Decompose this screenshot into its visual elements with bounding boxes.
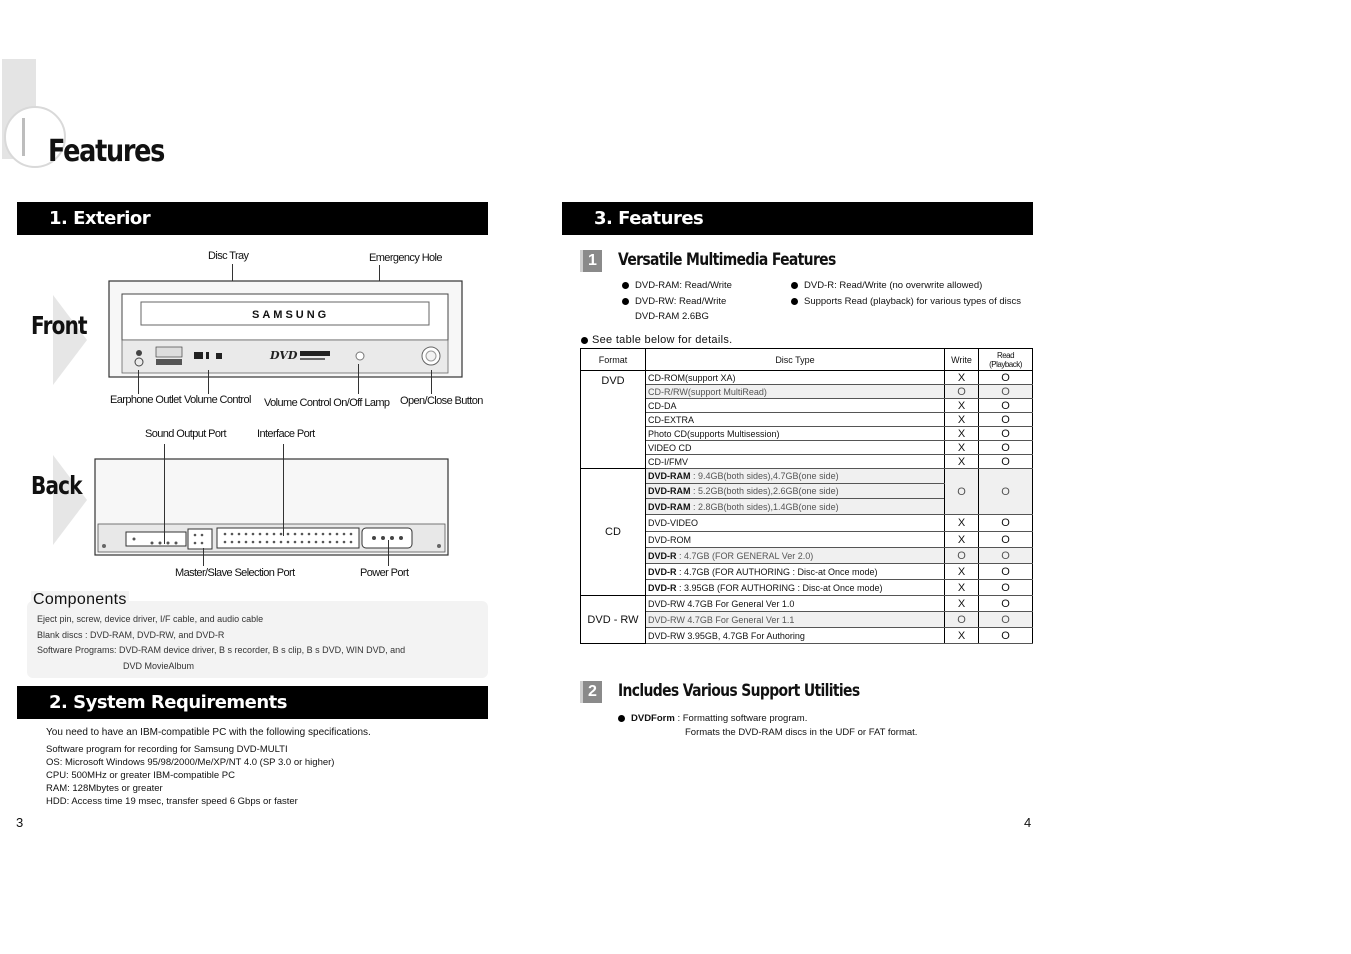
- see-table-note: [581, 334, 732, 346]
- sound-output-label: Sound Output Port: [145, 428, 226, 440]
- disc-type: Photo CD(supports Multisession): [646, 427, 945, 441]
- bullet-dot: [618, 715, 625, 722]
- read-value: O: [979, 612, 1033, 628]
- disc-type: CD-R/RW(support MultiRead): [646, 385, 945, 399]
- read-value: O: [979, 532, 1033, 548]
- utility-item: [618, 713, 807, 724]
- disc-type: VIDEO CD: [646, 441, 945, 455]
- header-write: Write: [945, 349, 979, 371]
- bullet-dot: [791, 282, 798, 289]
- disc-type: DVD-RW 4.7GB For General Ver 1.0: [646, 596, 945, 612]
- table-row: [581, 455, 1033, 469]
- table-row: [581, 580, 1033, 596]
- feature-bullet: [791, 296, 1021, 307]
- components-line: Eject pin, screw, device driver, I/F cable, and audio cable: [37, 614, 264, 624]
- page-number-right: 4: [1024, 815, 1032, 830]
- disc-type-rest: : 5.2GB(both sides),2.6GB(one side): [690, 486, 839, 496]
- feature-bullet: [791, 280, 982, 291]
- master-slave-label: Master/Slave Selection Port: [175, 567, 295, 579]
- interface-port-label: Interface Port: [257, 428, 315, 440]
- read-value: O: [979, 628, 1033, 644]
- disc-type: [646, 548, 945, 564]
- disc-type-rest: : 9.4GB(both sides),4.7GB(one side): [690, 471, 839, 481]
- write-value: X: [945, 441, 979, 455]
- samsung-brand-text: SAMSUNG: [252, 309, 330, 321]
- header-c-emblem-inner: [22, 118, 48, 156]
- write-value: O: [945, 385, 979, 399]
- system-spec-line: OS: Microsoft Windows 95/98/2000/Me/XP/NT 4.0 (SP 3.0 or higher): [46, 757, 335, 768]
- disc-type-bold: DVD-R: [648, 582, 677, 593]
- disc-type-bold: DVD-R: [648, 566, 677, 577]
- disc-type: [646, 499, 945, 515]
- power-leader: [388, 540, 389, 566]
- disc-type-bold: DVD-RAM: [648, 471, 691, 481]
- system-spec-line: Software program for recording for Samsung DVD-MULTI: [46, 744, 288, 755]
- table-row: [581, 612, 1033, 628]
- page-title: Features: [48, 134, 165, 169]
- write-value: X: [945, 596, 979, 612]
- table-row: [581, 441, 1033, 455]
- table-row: [581, 564, 1033, 580]
- format-cd: CD: [581, 469, 646, 596]
- format-table: [580, 348, 1033, 644]
- components-line: Software Programs: DVD-RAM device driver, B s recorder, B s clip, B s DVD, WIN DVD, and: [37, 645, 406, 655]
- disc-type: [646, 580, 945, 596]
- earphone-outlet-label: Earphone Outlet: [110, 394, 182, 406]
- table-row: [581, 628, 1033, 644]
- feature-bullet-text: DVD-R: Read/Write (no overwrite allowed): [804, 280, 983, 291]
- write-value: O: [945, 469, 979, 515]
- system-spec-line: RAM: 128Mbytes or greater: [46, 783, 163, 794]
- disc-type: DVD-VIDEO: [646, 515, 945, 532]
- disc-type: CD-I/FMV: [646, 455, 945, 469]
- system-intro: You need to have an IBM-compatible PC with the following specifications.: [46, 727, 371, 738]
- read-value: O: [979, 596, 1033, 612]
- see-table-text: See table below for details.: [592, 334, 733, 346]
- components-title: Components: [33, 591, 127, 608]
- read-value: O: [979, 580, 1033, 596]
- system-spec-line: HDD: Access time 19 msec, transfer speed 6 Gbps or faster: [46, 796, 298, 807]
- section-bar-features: 3. Features: [562, 202, 1033, 235]
- write-value: X: [945, 427, 979, 441]
- bullet-dot: [791, 298, 798, 305]
- page-number-left: 3: [16, 815, 24, 830]
- read-value: O: [979, 399, 1033, 413]
- header-format: Format: [581, 349, 646, 371]
- read-value: O: [979, 548, 1033, 564]
- table-row: [581, 399, 1033, 413]
- table-row: [581, 385, 1033, 399]
- read-value: O: [979, 371, 1033, 385]
- write-value: X: [945, 515, 979, 532]
- read-value: O: [979, 385, 1033, 399]
- front-arrow-shape: [53, 295, 87, 385]
- disc-type-rest: : 2.8GB(both sides),1.4GB(one side): [690, 501, 839, 512]
- section-bar-system-requirements: 2. System Requirements: [17, 686, 488, 719]
- read-value: O: [979, 469, 1033, 515]
- lamp-leader: [358, 364, 359, 394]
- bullet-dot: [581, 337, 588, 344]
- disc-type: [646, 564, 945, 580]
- table-row: [581, 371, 1033, 385]
- disc-type: [646, 469, 945, 484]
- feature-bullet-text: Supports Read (playback) for various types of discs: [804, 296, 1022, 307]
- utility-desc-line2: Formats the DVD-RAM discs in the UDF or FAT format.: [685, 727, 918, 738]
- disc-type: DVD-RW 3.95GB, 4.7GB For Authoring: [646, 628, 945, 644]
- table-row: [581, 515, 1033, 532]
- disc-type: DVD-RW 4.7GB For General Ver 1.1: [646, 612, 945, 628]
- open-close-leader: [431, 370, 432, 394]
- disc-type: CD-EXTRA: [646, 413, 945, 427]
- back-label: Back: [31, 471, 82, 500]
- components-line: DVD MovieAlbum: [123, 661, 195, 671]
- components-line: Blank discs : DVD-RAM, DVD-RW, and DVD-R: [37, 630, 225, 640]
- read-value: O: [979, 515, 1033, 532]
- utility-desc: : Formatting software program.: [674, 713, 808, 724]
- subsection-title-multimedia: Versatile Multimedia Features: [618, 250, 836, 270]
- disc-type-bold: DVD-R: [648, 550, 677, 561]
- subsection-title-utilities: Includes Various Support Utilities: [618, 681, 860, 701]
- power-port-label: Power Port: [360, 567, 409, 579]
- write-value: X: [945, 455, 979, 469]
- write-value: X: [945, 532, 979, 548]
- write-value: X: [945, 399, 979, 413]
- table-row: [581, 469, 1033, 484]
- back-arrow-shape: [53, 455, 87, 545]
- disc-tray-label: Disc Tray: [208, 250, 249, 262]
- volume-lamp-label: Volume Control On/Off Lamp: [264, 397, 390, 409]
- disc-type: DVD-ROM: [646, 532, 945, 548]
- subsection-number-1: 1: [580, 250, 602, 272]
- utility-name: DVDForm: [631, 713, 675, 724]
- write-value: O: [945, 548, 979, 564]
- write-value: X: [945, 580, 979, 596]
- bullet-dot: [622, 282, 629, 289]
- table-row: [581, 427, 1033, 441]
- svg-text:DVD: DVD: [270, 349, 298, 362]
- sound-output-leader: [164, 444, 165, 544]
- read-value: O: [979, 455, 1033, 469]
- volume-control-label: Volume Control: [184, 394, 251, 406]
- back-panel-drawing: [94, 458, 449, 556]
- format-dvd: DVD: [581, 371, 646, 469]
- disc-type-rest: : 4.7GB (FOR GENERAL Ver 2.0): [676, 550, 814, 561]
- section-bar-exterior: 1. Exterior: [17, 202, 488, 235]
- header-read: [979, 349, 1033, 371]
- disc-type-bold: DVD-RAM: [648, 501, 691, 512]
- bullet-dot: [622, 298, 629, 305]
- feature-bullet: [622, 280, 732, 291]
- disc-type-rest: : 4.7GB (FOR AUTHORING : Disc-at Once mode): [676, 566, 878, 577]
- table-row: [581, 413, 1033, 427]
- feature-bullet-continuation: DVD-RAM 2.6BG: [635, 311, 709, 322]
- write-value: X: [945, 371, 979, 385]
- write-value: X: [945, 564, 979, 580]
- disc-type-rest: : 3.95GB (FOR AUTHORING : Disc-at Once mode): [676, 582, 883, 593]
- system-spec-line: CPU: 500MHz or greater IBM-compatible PC: [46, 770, 236, 781]
- front-panel-drawing: [108, 280, 463, 378]
- table-header-row: [581, 349, 1033, 371]
- read-value: O: [979, 441, 1033, 455]
- interface-leader: [283, 444, 284, 536]
- table-row: [581, 548, 1033, 564]
- table-row: [581, 596, 1033, 612]
- subsection-number-2: 2: [580, 681, 602, 703]
- table-row: [581, 532, 1033, 548]
- read-value: O: [979, 427, 1033, 441]
- write-value: X: [945, 628, 979, 644]
- feature-bullet-text: DVD-RAM: Read/Write: [635, 280, 732, 291]
- disc-type: [646, 484, 945, 499]
- master-slave-leader: [203, 548, 204, 566]
- front-label: Front: [31, 311, 87, 340]
- header-read-line2: (Playback): [989, 359, 1022, 369]
- open-close-button-label: Open/Close Button: [400, 395, 483, 407]
- disc-type-bold: DVD-RAM: [648, 486, 691, 496]
- volume-leader: [208, 370, 209, 394]
- format-dvd-rw: DVD - RW: [581, 596, 646, 644]
- emergency-hole-label: Emergency Hole: [369, 252, 442, 264]
- read-value: O: [979, 564, 1033, 580]
- feature-bullet-text: DVD-RW: Read/Write: [635, 296, 727, 307]
- feature-bullet: [622, 296, 726, 307]
- header-read-line1: Read: [996, 350, 1015, 360]
- disc-type: CD-DA: [646, 399, 945, 413]
- header-disc-type: Disc Type: [646, 349, 945, 371]
- disc-type: CD-ROM(support XA): [646, 371, 945, 385]
- read-value: O: [979, 413, 1033, 427]
- write-value: O: [945, 612, 979, 628]
- earphone-leader: [138, 370, 139, 394]
- write-value: X: [945, 413, 979, 427]
